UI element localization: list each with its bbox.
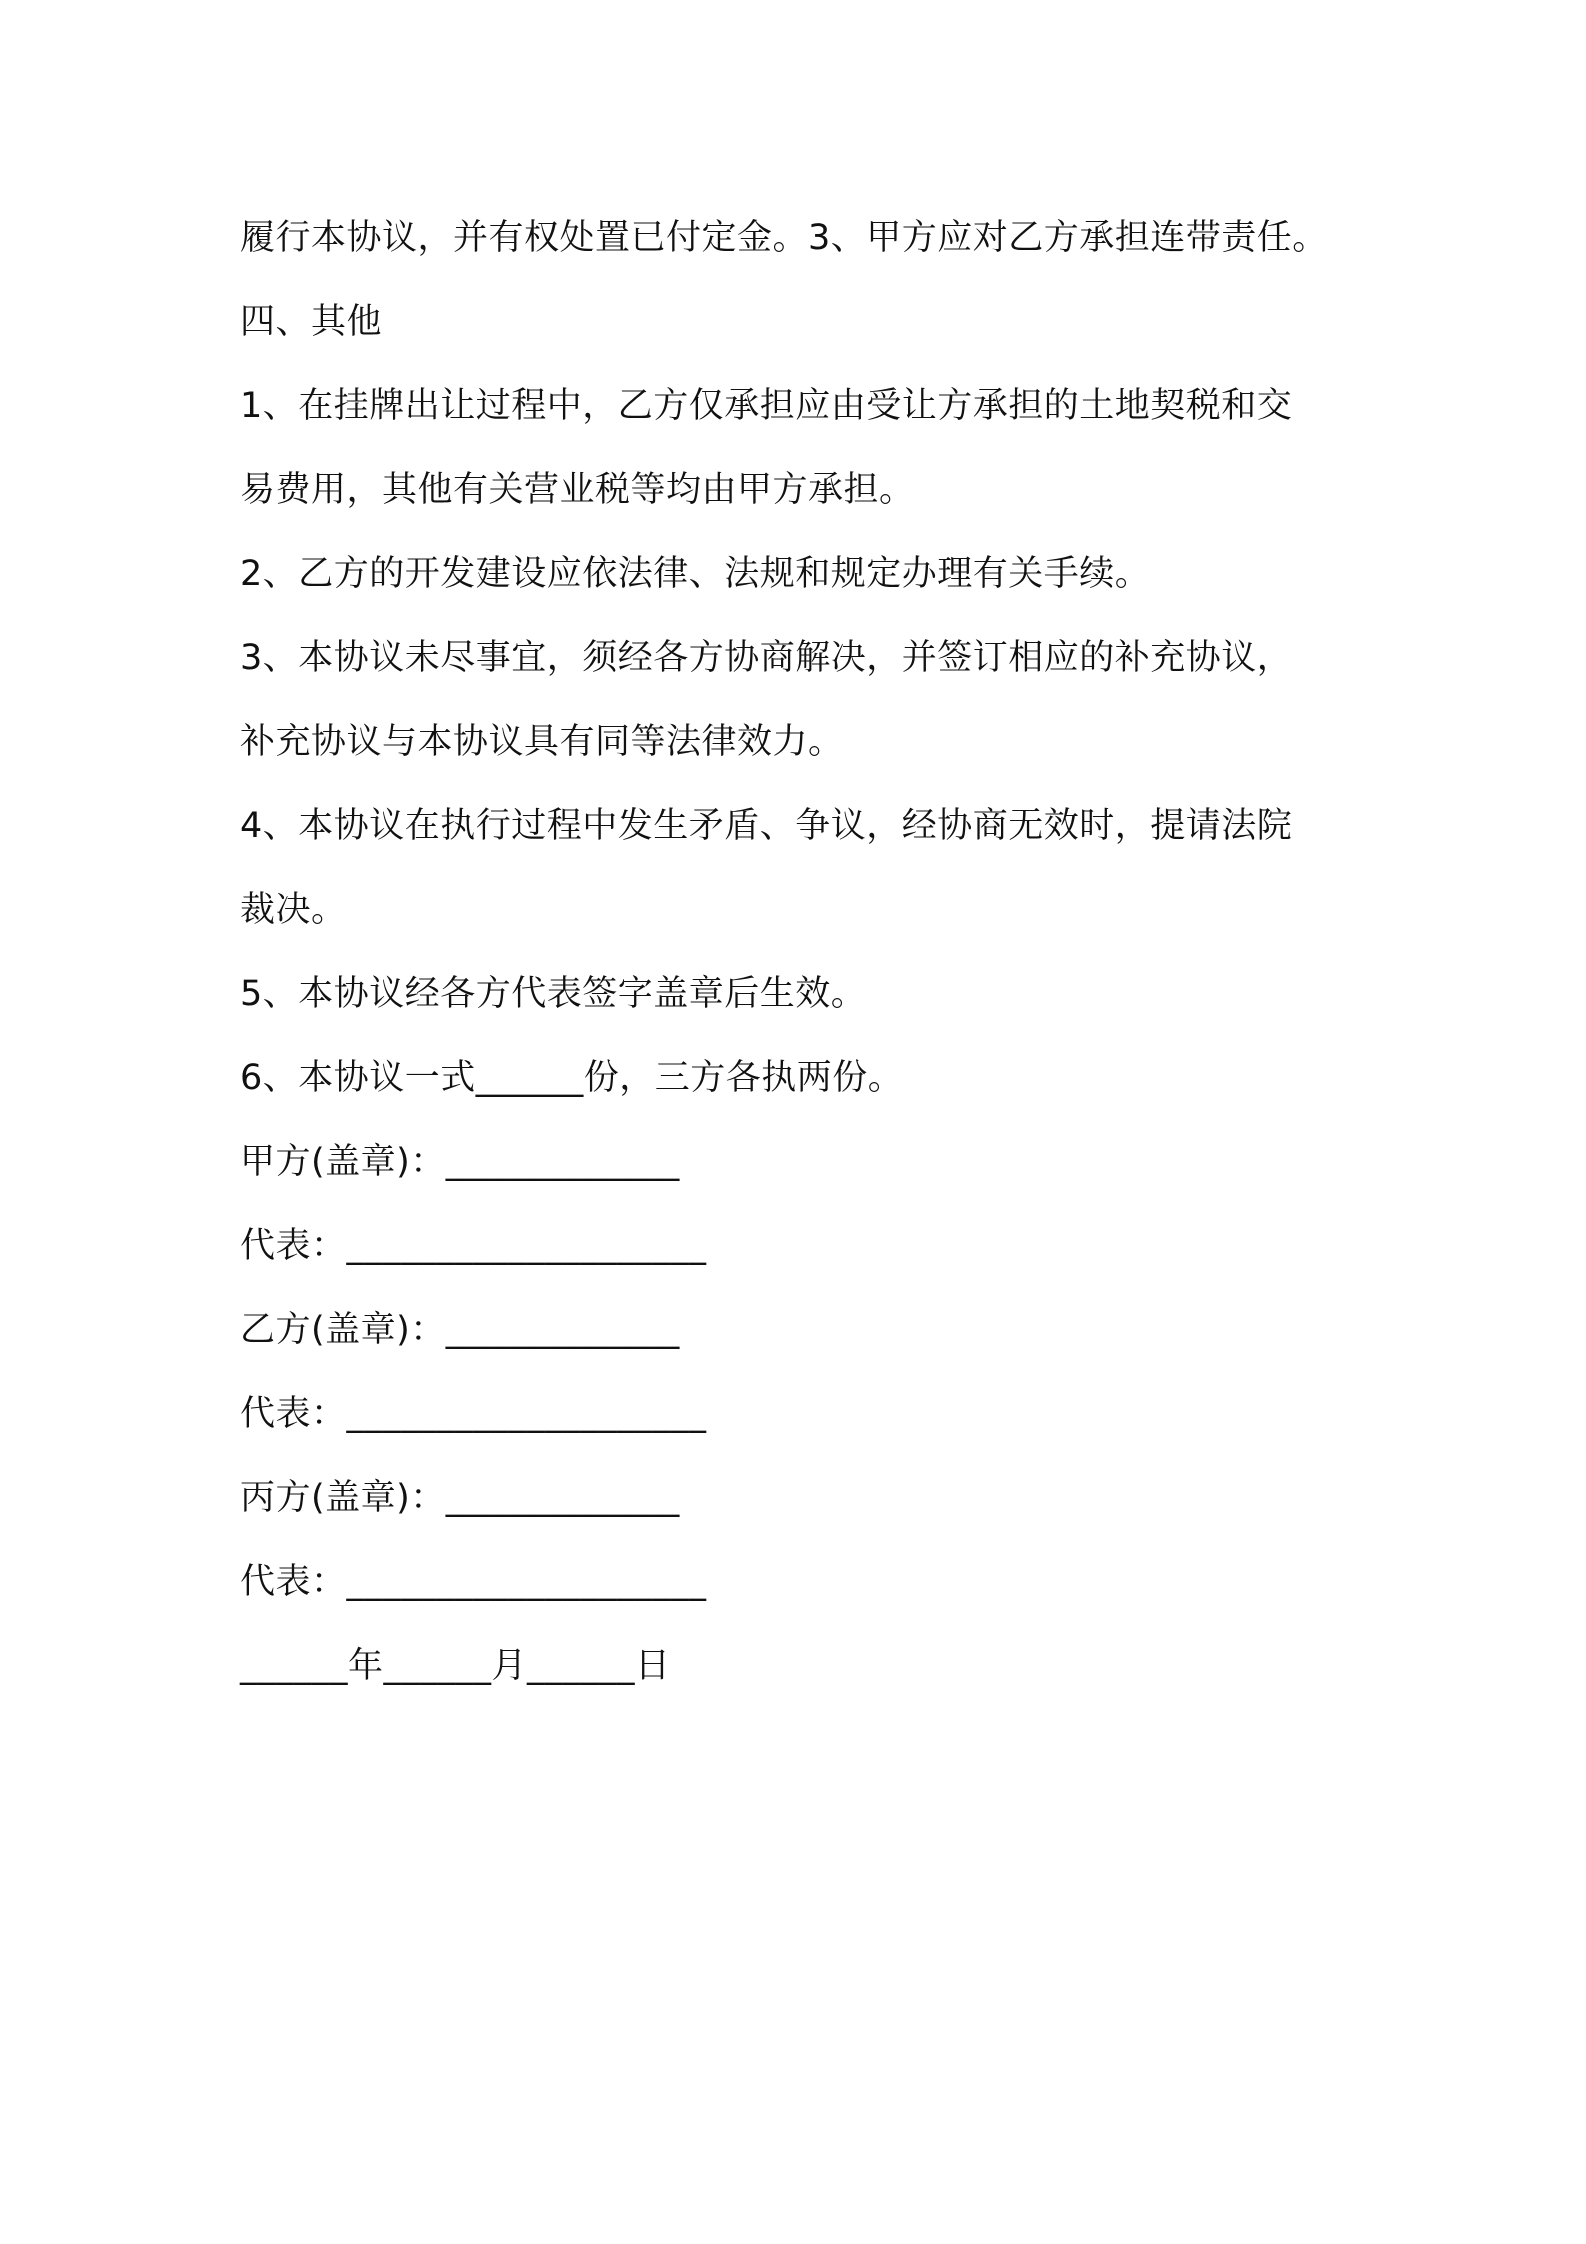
clause-3-line-2: 补充协议与本协议具有同等法律效力。 bbox=[240, 722, 844, 762]
clause-6: 6、本协议一式______份，三方各执两份。 bbox=[240, 1058, 904, 1098]
party-c-representative-line: 代表：____________________ bbox=[240, 1562, 707, 1602]
clause-4-line-1: 4、本协议在执行过程中发生矛盾、争议，经协商无效时，提请法院 bbox=[240, 806, 1293, 846]
clause-line-1: 履行本协议，并有权处置已付定金。3、甲方应对乙方承担连带责任。 bbox=[240, 218, 1328, 258]
party-a-representative-line: 代表：____________________ bbox=[240, 1226, 707, 1266]
clause-5: 5、本协议经各方代表签字盖章后生效。 bbox=[240, 974, 867, 1014]
date-line: ______年______月______日 bbox=[240, 1646, 671, 1686]
clause-1-line-2: 易费用，其他有关营业税等均由甲方承担。 bbox=[240, 470, 915, 510]
clause-1-line-1: 1、在挂牌出让过程中，乙方仅承担应由受让方承担的土地契税和交 bbox=[240, 386, 1293, 426]
party-c-seal-line: 丙方(盖章)：_____________ bbox=[240, 1478, 680, 1518]
section-heading-other: 四、其他 bbox=[240, 302, 383, 342]
clause-2: 2、乙方的开发建设应依法律、法规和规定办理有关手续。 bbox=[240, 554, 1151, 594]
clause-3-line-1: 3、本协议未尽事宜，须经各方协商解决，并签订相应的补充协议， bbox=[240, 638, 1293, 678]
party-b-representative-line: 代表：____________________ bbox=[240, 1394, 707, 1434]
party-b-seal-line: 乙方(盖章)：_____________ bbox=[240, 1310, 680, 1350]
party-a-seal-line: 甲方(盖章)：_____________ bbox=[240, 1142, 680, 1182]
document-body bbox=[240, 196, 1380, 1708]
clause-4-line-2: 裁决。 bbox=[240, 890, 347, 930]
